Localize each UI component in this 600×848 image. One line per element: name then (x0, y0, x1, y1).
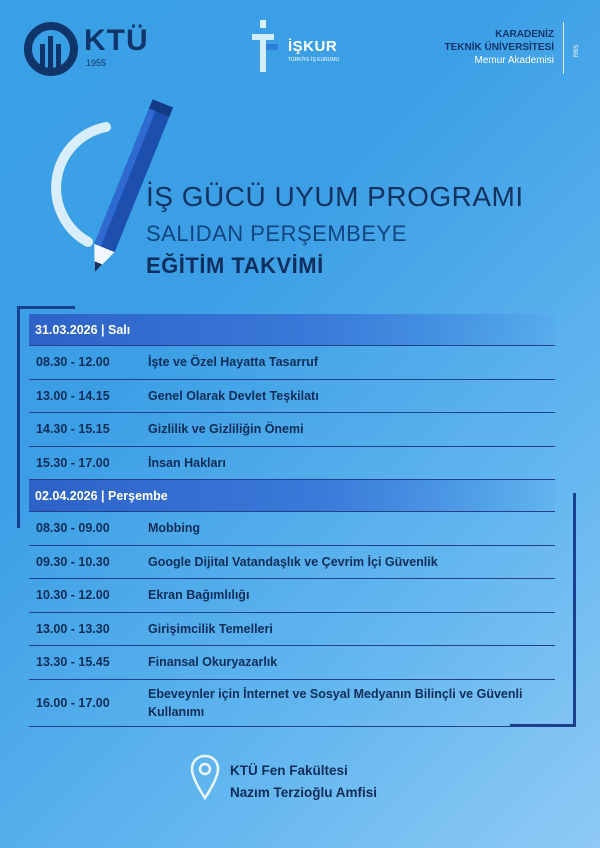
title-line2: SALIDAN PERŞEMBEYE (146, 221, 407, 246)
session-time: 16.00 - 17.00 (36, 695, 110, 710)
session-topic: İşte ve Özel Hayatta Tasarruf (148, 355, 318, 370)
frame-right-vertical (573, 493, 576, 727)
title-line3: EĞİTİM TAKVİMİ (146, 253, 324, 278)
session-time: 09.30 - 10.30 (36, 554, 110, 569)
location-text (230, 760, 377, 804)
session-row (29, 413, 555, 447)
ktu-year: 1955 (86, 58, 107, 68)
session-time: 10.30 - 12.00 (36, 588, 110, 603)
session-row (29, 345, 555, 380)
rbs-label: RBS (574, 44, 581, 58)
frame-left-vertical (17, 306, 20, 528)
session-row (29, 546, 555, 580)
session-time: 13.30 - 15.45 (36, 655, 110, 670)
ktu-logo-text: KTÜ (84, 24, 149, 57)
location-pin-icon (190, 754, 220, 802)
session-topic: Mobbing (148, 521, 201, 536)
title-line1: İŞ GÜCÜ UYUM PROGRAMI (146, 181, 524, 212)
karadeniz-line2: TEKNİK ÜNİVERSİTESİ (444, 42, 554, 53)
session-topic: İnsan Hakları (148, 455, 226, 470)
frame-left-horizontal (17, 306, 75, 309)
session-time: 13.00 - 14.15 (36, 388, 110, 403)
session-topic: Google Dijital Vatandaşlık ve Çevrim İçi Güvenlik (148, 554, 438, 569)
session-topic: Genel Olarak Devlet Teşkilatı (148, 388, 319, 403)
session-row (29, 511, 555, 546)
session-topic: Girişimcilik Temelleri (148, 621, 273, 636)
session-topic: Gizlilik ve Gizliliğin Önemi (148, 422, 304, 437)
iskur-logo-icon (248, 20, 282, 74)
session-time: 13.00 - 13.30 (36, 621, 110, 636)
session-row (29, 646, 555, 680)
session-time: 08.30 - 09.00 (36, 521, 110, 536)
ktu-logo-icon (22, 20, 82, 78)
location-line2: Nazım Terzioğlu Amfisi (230, 785, 378, 800)
session-row (29, 613, 555, 647)
session-time: 08.30 - 12.00 (36, 355, 110, 370)
rbs-divider (563, 22, 564, 74)
karadeniz-line3: Memur Akademisi (474, 55, 554, 66)
day-header: 31.03.2026 | Salı (29, 314, 555, 345)
session-topic: Ebeveynler için İnternet ve Sosyal Medyanın Bilinçli ve Güvenli Kullanımı (148, 686, 523, 719)
session-row (29, 579, 555, 613)
session-time: 14.30 - 15.15 (36, 422, 110, 437)
location-line1: KTÜ Fen Fakültesi (230, 763, 348, 778)
session-topic: Finansal Okuryazarlık (148, 655, 278, 670)
karadeniz-line1: KARADENİZ (495, 29, 554, 40)
session-topic: Ekran Bağımlılığı (148, 588, 250, 603)
iskur-subtitle: TÜRKİYE İŞ KURUMU (288, 57, 340, 63)
day-header: 02.04.2026 | Perşembe (29, 480, 555, 511)
ktu-memur-akademisi-logo (445, 28, 554, 67)
session-time: 15.30 - 17.00 (36, 455, 110, 470)
iskur-logo-text: İŞKUR (288, 38, 338, 55)
session-row (29, 680, 555, 727)
schedule-table (29, 314, 555, 727)
session-row (29, 447, 555, 481)
session-row (29, 380, 555, 414)
